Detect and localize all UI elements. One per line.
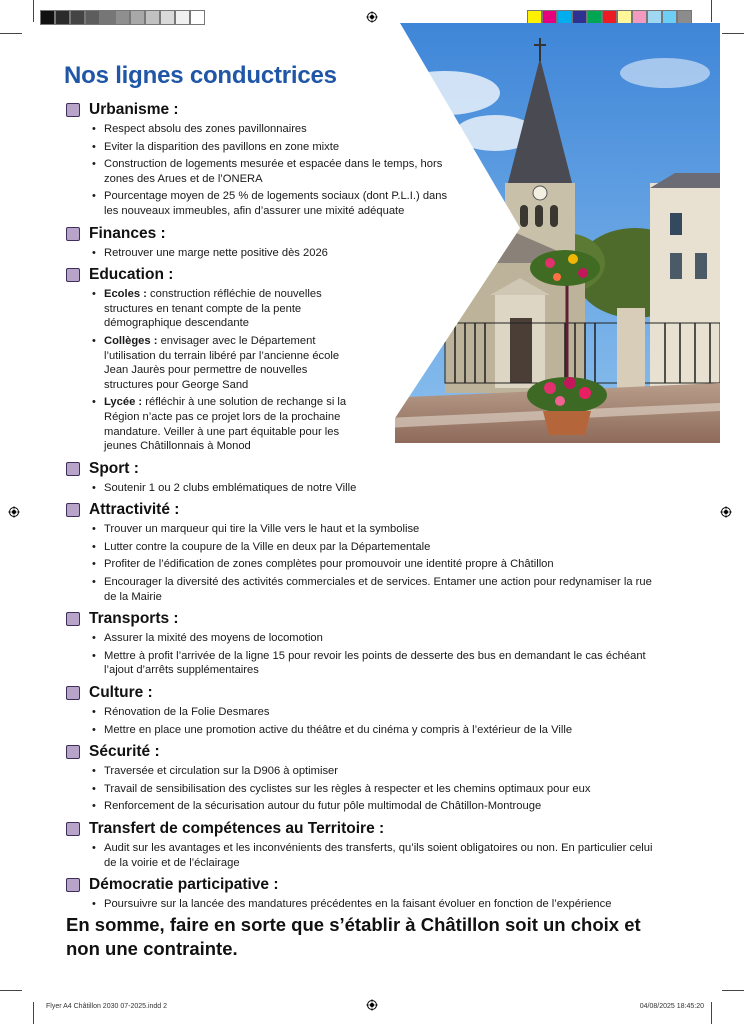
color-swatch: [190, 10, 205, 25]
section: [66, 223, 666, 261]
bullet-list: [66, 631, 666, 678]
guidelines-list: [66, 97, 666, 916]
section-title: Sécurité :: [89, 743, 160, 761]
item-text: réfléchir à une solution de rechange si la Région n’acte pas ce projet lors de la prochaine mandature. Veiller à une part équitable pour les jeunes Châtillonnais à Monod: [104, 396, 347, 453]
section: [66, 264, 666, 454]
color-swatch: [40, 10, 55, 25]
section-header: [66, 682, 666, 704]
section-header: [66, 741, 666, 763]
list-item: • Trouver un marqueur qui tire la Ville vers le haut et la symbolise: [92, 522, 666, 537]
conclusion-text: En somme, faire en sorte que s’établir à Châtillon soit un choix et non une contrainte.: [66, 914, 641, 959]
list-item: • Rénovation de la Folie Desmares: [92, 705, 666, 720]
bullet-list: [66, 764, 666, 814]
footer-file-info: Flyer A4 Châtillon 2030 07-2025.indd 2: [46, 1003, 168, 1010]
checkbox-icon: [66, 268, 80, 282]
section: [66, 682, 666, 737]
bullet-list: [66, 246, 666, 261]
list-item: [92, 395, 359, 453]
list-item: [92, 287, 359, 331]
list-item: • Renforcement de la sécurisation autour du futur pôle multimodal de Châtillon-Montrouge: [92, 799, 666, 814]
list-item: • Assurer la mixité des moyens de locomotion: [92, 631, 666, 646]
section-header: [66, 499, 666, 521]
list-item: • Soutenir 1 ou 2 clubs emblématiques de notre Ville: [92, 481, 666, 496]
crop-mark: [711, 1002, 712, 1024]
color-swatch: [85, 10, 100, 25]
section-title: Urbanisme :: [89, 101, 179, 118]
list-item: • Audit sur les avantages et les inconvénients des transferts, qu’ils soient obligatoires ou non. En particulier celui de la voirie et de l’éclairage: [92, 841, 666, 870]
bullet-list: [66, 287, 666, 454]
section-title: Attractivité :: [89, 501, 180, 519]
checkbox-icon: [66, 227, 80, 241]
color-swatch: [115, 10, 130, 25]
checkbox-icon: [66, 503, 80, 517]
list-item: • Retrouver une marge nette positive dès 2026: [92, 246, 666, 261]
checkbox-icon: [66, 822, 80, 836]
list-item: • Poursuivre sur la lancée des mandatures précédentes en la faisant évoluer en fonction de l’expérience: [92, 897, 666, 912]
crop-mark: [711, 0, 712, 22]
list-item: [92, 334, 359, 392]
bullet-list: [66, 122, 666, 219]
item-lead: Collèges :: [104, 334, 158, 347]
registration-mark-icon: [366, 999, 378, 1011]
checkbox-icon: [66, 462, 80, 476]
color-swatch: [130, 10, 145, 25]
item-lead: Ecoles :: [104, 288, 147, 301]
section-title: Transfert de compétences au Territoire :: [89, 820, 385, 837]
color-swatch: [145, 10, 160, 25]
list-item: • Mettre à profit l’arrivée de la ligne 15 pour revoir les points de desserte des bus en demandant le cas échéant l’ajout d’arrêts supplémentaires: [92, 649, 666, 678]
section: [66, 874, 666, 912]
section-title: Finances :: [89, 224, 166, 242]
crop-mark: [33, 0, 34, 22]
section-title: Transports :: [89, 610, 179, 628]
grayscale-color-bar: [40, 10, 205, 25]
bullet-list: [66, 897, 666, 912]
item-text: envisager avec le Département l’utilisation du terrain libéré par l’ancienne école Jean Jaurès pour permettre de nouvelles structures pour George Sand: [104, 334, 340, 391]
item-text: construction réfléchie de nouvelles structures en tenant compte de la pente démographique descendante: [104, 288, 322, 330]
checkbox-icon: [66, 686, 80, 700]
crop-mark: [0, 33, 22, 34]
checkbox-icon: [66, 878, 80, 892]
bullet-list: [66, 522, 666, 604]
section-header: [66, 458, 666, 480]
registration-mark-icon: [720, 506, 732, 518]
list-item: • Traversée et circulation sur la D906 à optimiser: [92, 764, 666, 779]
section-title: Culture :: [89, 684, 153, 702]
crop-mark: [33, 1002, 34, 1024]
item-lead: Lycée :: [104, 396, 143, 409]
crop-mark: [722, 990, 744, 991]
section-title: Démocratie participative :: [89, 876, 279, 894]
list-item: • Encourager la diversité des activités commerciales et de services. Entamer une action pour redynamiser la rue de la Mairie: [92, 575, 666, 604]
list-item: • Construction de logements mesurée et espacée dans le temps, hors zones des Arues et de l’ONERA: [92, 157, 449, 186]
list-item: • Pourcentage moyen de 25 % de logements sociaux (dont P.L.I.) dans les nouveaux immeubles, afin d’assurer une mixité adéquate: [92, 189, 449, 218]
section: [66, 818, 666, 870]
section-header: [66, 608, 666, 630]
section-header: [66, 223, 666, 245]
section: [66, 99, 666, 219]
section: [66, 741, 666, 814]
crop-mark: [722, 33, 744, 34]
bullet-list: [66, 841, 666, 870]
section: [66, 608, 666, 678]
color-swatch: [70, 10, 85, 25]
list-item: • Eviter la disparition des pavillons en zone mixte: [92, 140, 449, 155]
list-item: • Lutter contre la coupure de la Ville en deux par la Départementale: [92, 540, 666, 555]
section-title: Sport :: [89, 459, 139, 477]
color-swatch: [175, 10, 190, 25]
section: [66, 458, 666, 496]
section-header: [66, 264, 666, 286]
section-header: [66, 99, 666, 121]
bullet-list: [66, 481, 666, 496]
registration-mark-icon: [8, 506, 20, 518]
section: [66, 499, 666, 604]
color-swatch: [160, 10, 175, 25]
list-item: • Respect absolu des zones pavillonnaires: [92, 122, 449, 137]
crop-mark: [0, 990, 22, 991]
footer-timestamp: 04/08/2025 18:45:20: [639, 1003, 704, 1010]
registration-mark-icon: [366, 11, 378, 23]
section-header: [66, 818, 666, 840]
color-swatch: [100, 10, 115, 25]
checkbox-icon: [66, 612, 80, 626]
list-item: • Travail de sensibilisation des cyclistes sur les règles à respecter et les chemins optimaux pour eux: [92, 782, 666, 797]
section-title: Education :: [89, 266, 174, 284]
checkbox-icon: [66, 103, 80, 117]
checkbox-icon: [66, 745, 80, 759]
color-swatch: [55, 10, 70, 25]
list-item: • Mettre en place une promotion active du théâtre et du cinéma y compris à l’extérieur de la Ville: [92, 723, 666, 738]
bullet-list: [66, 705, 666, 737]
list-item: • Profiter de l’édification de zones complètes pour promouvoir une identité propre à Châtillon: [92, 557, 666, 572]
section-header: [66, 874, 666, 896]
page-title: Nos lignes conductrices: [64, 62, 337, 89]
